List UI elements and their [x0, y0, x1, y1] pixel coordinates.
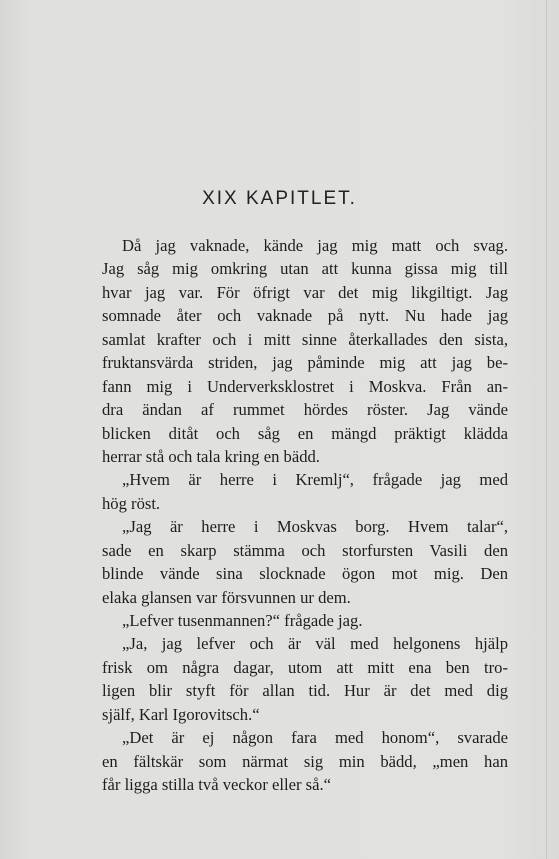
text-line: Jag såg mig omkring utan att kunna gissa mig till — [102, 259, 508, 279]
text-line: blinde vände sina slocknade ögon mot mig. Den — [102, 564, 508, 584]
text-line: Då jag vaknade, kände jag mig matt och svag. — [122, 236, 508, 255]
text-line: fann mig i Underverksklostret i Moskva. Från an- — [102, 376, 508, 396]
text-line: „Ja, jag lefver och är väl med helgonens hjälp — [122, 634, 508, 654]
text-line: får ligga stilla två veckor eller så.“ — [102, 775, 331, 795]
text-line: fruktansvärda striden, jag påminde mig att jag be- — [102, 353, 508, 373]
text-line: frisk om några dagar, utom att mitt ena ben tro- — [102, 657, 508, 677]
text-line: elaka glansen var försvunnen ur dem. — [102, 587, 351, 607]
text-line: ligen blir styft för allan tid. Hur är det med dig — [102, 681, 508, 701]
text-line: „Lefver tusenmannen?“ frågade jag. — [122, 611, 363, 630]
text-line: „Hvem är herre i Kremlj“, frågade jag med — [122, 470, 508, 490]
text-line: själf, Karl Igorovitsch.“ — [102, 704, 260, 724]
text-line: herrar stå och tala kring en bädd. — [102, 446, 320, 466]
text-line: en fältskär som närmat sig min bädd, „men han — [102, 751, 508, 771]
text-line: somnade åter och vaknade på nytt. Nu hade jag — [102, 306, 508, 326]
text-line: dra ändan af rummet hördes röster. Jag vände — [102, 400, 508, 420]
page-edge — [546, 0, 547, 859]
text-line: hög röst. — [102, 493, 161, 513]
text-line: blicken ditåt och såg en mängd präktigt klädda — [102, 423, 508, 443]
text-line: „Jag är herre i Moskvas borg. Hvem talar“, — [122, 517, 508, 537]
text-line: samlat krafter och i mitt sinne återkallades den sista, — [102, 329, 508, 349]
chapter-title: XIX KAPITLET. — [202, 188, 357, 209]
text-line: sade en skarp stämma och storfursten Vasili den — [102, 540, 508, 560]
text-line: hvar jag var. För öfrigt var det mig likgiltigt. Jag — [102, 282, 508, 302]
body-text — [102, 234, 508, 797]
text-line: „Det är ej någon fara med honom“, svarade — [122, 728, 508, 748]
